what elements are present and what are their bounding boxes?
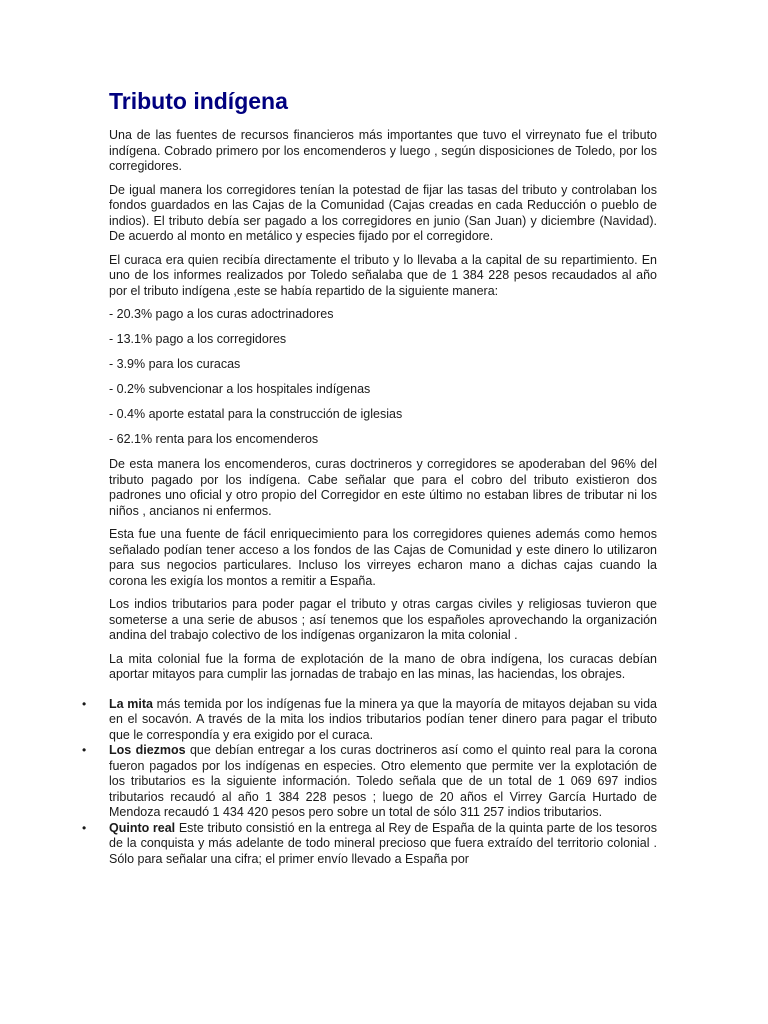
bullet-term: La mita xyxy=(109,696,153,711)
distribution-item: - 62.1% renta para los encomenderos xyxy=(109,432,319,446)
distribution-item: - 0.4% aporte estatal para la construcción de iglesias xyxy=(109,407,403,421)
paragraph-apoderaban: De esta manera los encomenderos, curas doctrineros y corregidores se apoderaban del 96% del tributo pagado por los indígena. Cabe señalar que para el cobro del tributo existieron dos padrones uno oficial y otro propio del Corregidor en este último no estaban libres de tributar ni los niños , ancianos ni enfermos. xyxy=(109,457,657,518)
bullet-list xyxy=(82,696,657,868)
bullet-text: más temida por los indígenas fue la minera ya que la mayoría de mitayos dejaban su vida en el socavón. A través de la mita los indios tributarios podían tener dinero para pagar el tributo que le correspondía y era exigido por el curaca. xyxy=(109,696,657,742)
list-item xyxy=(82,743,657,821)
bullet-icon: • xyxy=(82,743,87,757)
paragraph-curaca: El curaca era quien recibía directamente el tributo y lo llevaba a la capital de su repartimiento. En uno de los informes realizados por Toledo señalaba que de 1 384 228 pesos recaudados al año por el tributo indígena ,este se había repartido de la siguiente manera: xyxy=(109,252,657,298)
bullet-term: Quinto real xyxy=(109,820,176,835)
list-item xyxy=(82,820,657,868)
paragraph-enriquecimiento: Esta fue una fuente de fácil enriquecimiento para los corregidores quienes además como hemos señalado podían tener acceso a los fondos de las Cajas de Comunidad y este dinero lo utilizaron para sus negocios particulares. Incluso los virreyes echaron mano a dichas cajas cuando la corona les exigía los montos a remitir a España. xyxy=(109,527,657,588)
paragraph-mita-colonial: La mita colonial fue la forma de explotación de la mano de obra indígena, los curacas debían aportar mitayos para cumplir las jornadas de trabajo en las minas, las haciendas, los obrajes. xyxy=(109,651,657,681)
bullet-term: Los diezmos xyxy=(109,743,186,757)
bullet-icon: • xyxy=(82,696,87,711)
document-page xyxy=(82,86,657,867)
page-title: Tributo indígena xyxy=(109,88,288,114)
list-item xyxy=(82,696,657,744)
distribution-item: - 0.2% subvencionar a los hospitales indígenas xyxy=(109,382,371,396)
distribution-item: - 13.1% pago a los corregidores xyxy=(109,332,287,346)
bullet-icon: • xyxy=(82,820,87,835)
paragraph-intro: Una de las fuentes de recursos financieros más importantes que tuvo el virreynato fue el tributo indígena. Cobrado primero por los encomenderos y luego , según disposiciones de Toledo, por los corregidores. xyxy=(109,128,657,173)
distribution-item: - 3.9% para los curacas xyxy=(109,357,241,371)
paragraph-abusos: Los indios tributarios para poder pagar el tributo y otras cargas civiles y religiosas tuvieron que someterse a una serie de abusos ; así tenemos que los españoles aprovechando la organización andina del trabajo colectivo de los indígenas organizaron la mita colonial . xyxy=(109,597,657,642)
bullet-text: Este tributo consistió en la entrega al Rey de España de la quinta parte de los tesoros de la conquista y más adelante de todo mineral precioso que fuera extraído del territorio colonial . Sólo para señalar una cifra; el primer envío llevado a España por xyxy=(109,820,657,866)
paragraph-corregidores: De igual manera los corregidores tenían la potestad de fijar las tasas del tributo y controlaban los fondos guardados en las Cajas de la Comunidad (Cajas creadas en cada Reducción o pueblo de indios). El tributo debía ser pagado a los corregidores en junio (San Juan) y diciembre (Navidad). De acuerdo al monto en metálico y especies fijado por el corregidore. xyxy=(109,182,657,243)
distribution-item: - 20.3% pago a los curas adoctrinadores xyxy=(109,307,334,321)
bullet-text: que debían entregar a los curas doctrineros así como el quinto real para la corona fueron pagados por los indígenas en especies. Otro elemento que permite ver la explotación de los tributarios es la siguiente información. Toledo señala que de un total de 1 069 697 indios tributarios recaudó al año 1 384 228 pesos ; luego de 20 años el Virrey García Hurtado de Mendoza recaudó 1 434 420 pesos pero sobre un total de sólo 311 257 indios tributarios. xyxy=(109,743,657,819)
